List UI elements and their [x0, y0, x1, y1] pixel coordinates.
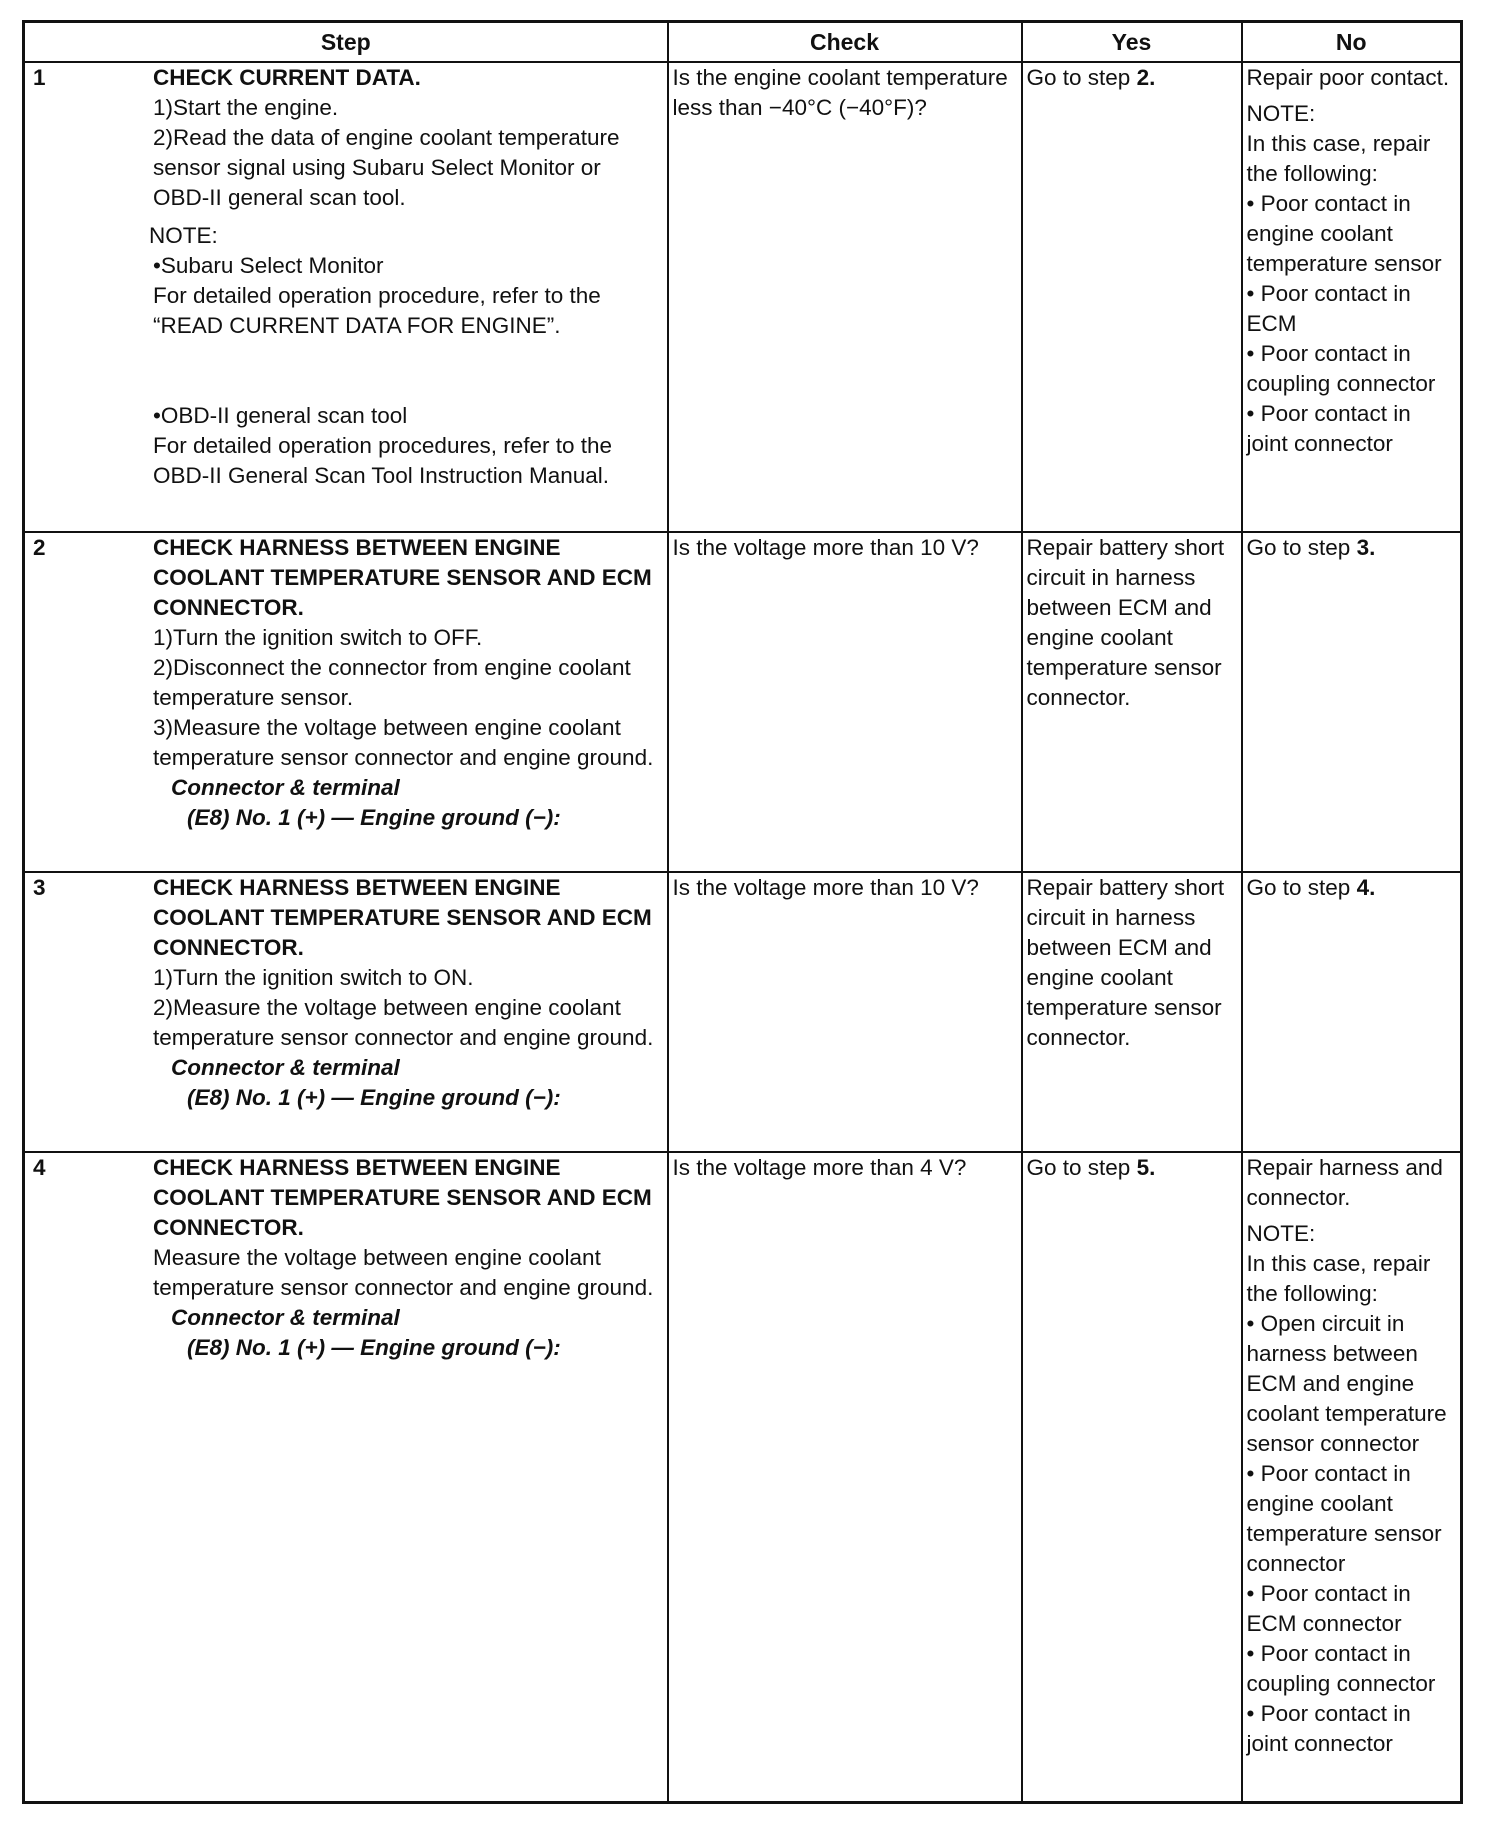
no-list-item: • Poor contact in engine coolant temperature sensor [1246, 191, 1442, 276]
yes-cell [1022, 1152, 1242, 1802]
check-cell: Is the voltage more than 10 V? [668, 532, 1022, 872]
step-number: 3 [33, 875, 46, 900]
header-check: Check [668, 22, 1022, 63]
connector-terminal-label: Connector & terminal [171, 1055, 400, 1080]
header-no: No [1242, 22, 1462, 63]
connector-terminal-value: (E8) No. 1 (+) — Engine ground (−): [187, 1085, 561, 1110]
no-list-item: • Poor contact in joint connector [1246, 1701, 1411, 1756]
table-header-row [24, 22, 1462, 63]
diagnostic-table [22, 20, 1463, 1804]
no-note-label: NOTE: [1246, 1221, 1316, 1246]
no-main-text: Repair poor contact. [1246, 65, 1450, 90]
header-step: Step [24, 22, 668, 63]
step-title: CHECK CURRENT DATA. [153, 65, 421, 90]
step-line: 1)Turn the ignition switch to OFF. [153, 625, 483, 650]
yes-cell: Repair battery short circuit in harness between ECM and engine coolant temperature sensor connector. [1022, 872, 1242, 1152]
no-cell [1242, 532, 1462, 872]
step-line: 2)Measure the voltage between engine coolant temperature sensor connector and engine ground. [153, 995, 654, 1050]
step-line: 2)Read the data of engine coolant temperature sensor signal using Subaru Select Monitor or OBD-II general scan tool. [153, 125, 620, 210]
step-cell [24, 532, 668, 872]
note-label: NOTE: [149, 223, 218, 248]
no-list-item: • Open circuit in harness between ECM and engine coolant temperature sensor connector [1246, 1311, 1447, 1456]
no-note-intro: In this case, repair the following: [1246, 131, 1431, 186]
step-title: CHECK HARNESS BETWEEN ENGINE COOLANT TEMPERATURE SENSOR AND ECM CONNECTOR. [153, 535, 652, 620]
step-cell [24, 62, 668, 532]
no-list-item: • Poor contact in coupling connector [1246, 1641, 1436, 1696]
no-step-ref: 3. [1356, 535, 1376, 560]
no-main-text: Repair harness and connector. [1246, 1155, 1443, 1210]
table-row [24, 1152, 1462, 1802]
step-line: 1)Start the engine. [153, 95, 339, 120]
no-list-item: • Poor contact in ECM [1246, 281, 1411, 336]
step-cell [24, 1152, 668, 1802]
yes-cell: Repair battery short circuit in harness between ECM and engine coolant temperature sensor connector. [1022, 532, 1242, 872]
note-item-head: •Subaru Select Monitor [153, 253, 384, 278]
note-item-text: For detailed operation procedures, refer to the OBD-II General Scan Tool Instruction Manual. [153, 433, 613, 488]
table-row [24, 62, 1462, 532]
no-cell [1242, 872, 1462, 1152]
step-cell [24, 872, 668, 1152]
header-yes: Yes [1022, 22, 1242, 63]
step-line: Measure the voltage between engine coolant temperature sensor connector and engine ground. [153, 1245, 654, 1300]
yes-prefix: Go to step [1026, 65, 1137, 90]
yes-step-ref: 2. [1136, 65, 1156, 90]
check-cell: Is the engine coolant temperature less than −40°C (−40°F)? [668, 62, 1022, 532]
note-item-head: •OBD-II general scan tool [153, 403, 408, 428]
no-cell [1242, 1152, 1462, 1802]
no-note-intro: In this case, repair the following: [1246, 1251, 1431, 1306]
check-cell: Is the voltage more than 4 V? [668, 1152, 1022, 1802]
yes-prefix: Go to step [1026, 1155, 1137, 1180]
step-number: 2 [33, 535, 46, 560]
yes-cell [1022, 62, 1242, 532]
connector-terminal-value: (E8) No. 1 (+) — Engine ground (−): [187, 1335, 561, 1360]
step-number: 1 [33, 65, 46, 90]
no-cell [1242, 62, 1462, 532]
step-title: CHECK HARNESS BETWEEN ENGINE COOLANT TEMPERATURE SENSOR AND ECM CONNECTOR. [153, 1155, 652, 1240]
step-number: 4 [33, 1155, 46, 1180]
no-list-item: • Poor contact in engine coolant temperature sensor connector [1246, 1461, 1442, 1576]
table-row [24, 872, 1462, 1152]
step-line: 2)Disconnect the connector from engine coolant temperature sensor. [153, 655, 631, 710]
table-row [24, 532, 1462, 872]
step-title: CHECK HARNESS BETWEEN ENGINE COOLANT TEMPERATURE SENSOR AND ECM CONNECTOR. [153, 875, 652, 960]
yes-step-ref: 5. [1136, 1155, 1156, 1180]
check-cell: Is the voltage more than 10 V? [668, 872, 1022, 1152]
step-line: 1)Turn the ignition switch to ON. [153, 965, 474, 990]
note-item-text: For detailed operation procedure, refer to the “READ CURRENT DATA FOR ENGINE”. [153, 283, 601, 338]
no-note-label: NOTE: [1246, 101, 1316, 126]
no-prefix: Go to step [1246, 875, 1357, 900]
no-list-item: • Poor contact in coupling connector [1246, 341, 1436, 396]
no-prefix: Go to step [1246, 535, 1357, 560]
connector-terminal-value: (E8) No. 1 (+) — Engine ground (−): [187, 805, 561, 830]
diagnostic-page [22, 20, 1460, 1804]
step-line: 3)Measure the voltage between engine coolant temperature sensor connector and engine ground. [153, 715, 654, 770]
no-step-ref: 4. [1356, 875, 1376, 900]
no-list-item: • Poor contact in joint connector [1246, 401, 1411, 456]
connector-terminal-label: Connector & terminal [171, 1305, 400, 1330]
no-list-item: • Poor contact in ECM connector [1246, 1581, 1411, 1636]
connector-terminal-label: Connector & terminal [171, 775, 400, 800]
